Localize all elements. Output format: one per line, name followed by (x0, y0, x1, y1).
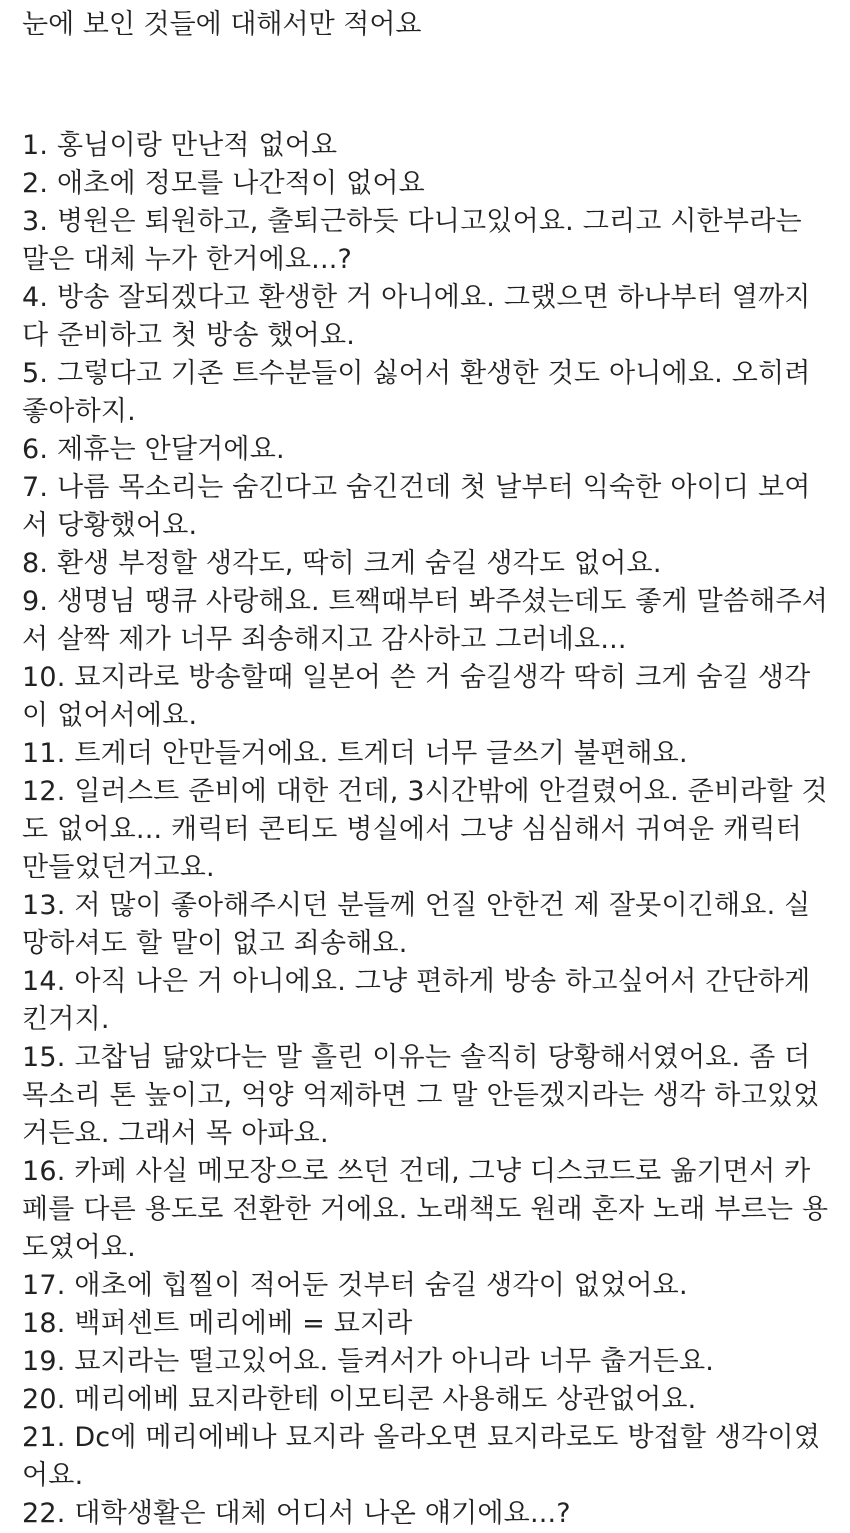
list-item: 22. 대학생활은 대체 어디서 나온 얘기에요...? (22, 1498, 571, 1529)
statement-list (22, 127, 832, 1533)
list-item: 6. 제휴는 안달거에요. (22, 434, 285, 465)
list-item: 9. 생명님 땡큐 사랑해요. 트짹때부터 봐주셨는데도 좋게 말씀해주셔서 살짝 제가 너무 죄송해지고 감사하고 그러네요... (22, 586, 829, 655)
list-item: 17. 애초에 힙찔이 적어둔 것부터 숨길 생각이 없었어요. (22, 1270, 688, 1301)
list-item: 1. 홍님이랑 만난적 없어요 (22, 130, 338, 161)
list-item: 15. 고찹님 닮았다는 말 흘린 이유는 솔직히 당황해서였어요. 좀 더 목소리 톤 높이고, 억양 억제하면 그 말 안듣겠지라는 생각 하고있었거든요. 그래서 목 아파요. (22, 1042, 820, 1149)
intro-text: 눈에 보인 것들에 대해서만 적어요 (22, 9, 422, 40)
list-item: 14. 아직 나은 거 아니에요. 그냥 편하게 방송 하고싶어서 간단하게 킨거지. (22, 966, 811, 1035)
list-item: 20. 메리에베 묘지라한테 이모티콘 사용해도 상관없어요. (22, 1384, 697, 1415)
list-item: 5. 그렇다고 기존 트수분들이 싫어서 환생한 것도 아니에요. 오히려 좋아하지. (22, 358, 811, 427)
list-item: 3. 병원은 퇴원하고, 출퇴근하듯 다니고있어요. 그리고 시한부라는 말은 대체 누가 한거에요...? (22, 206, 802, 275)
list-item: 10. 묘지라로 방송할때 일본어 쓴 거 숨길생각 딱히 크게 숨길 생각이 없어서에요. (22, 662, 811, 731)
list-item: 8. 환생 부정할 생각도, 딱히 크게 숨길 생각도 없어요. (22, 548, 662, 579)
list-item: 12. 일러스트 준비에 대한 건데, 3시간밖에 안걸렸어요. 준비라할 것도 없어요... 캐릭터 콘티도 병실에서 그냥 심심해서 귀여운 캐릭터 만들었던거고요. (22, 776, 828, 883)
list-item: 16. 카페 사실 메모장으로 쓰던 건데, 그냥 디스코드로 옮기면서 카페를 다른 용도로 전환한 거에요. 노래책도 원래 혼자 노래 부르는 용도였어요. (22, 1156, 829, 1263)
list-item: 21. Dc에 메리에베나 묘지라 올라오면 묘지라로도 방접할 생각이였어요. (22, 1422, 821, 1491)
list-item: 11. 트게더 안만들거에요. 트게더 너무 글쓰기 불편해요. (22, 738, 688, 769)
list-item: 19. 묘지라는 떨고있어요. 들켜서가 아니라 너무 춥거든요. (22, 1346, 715, 1377)
list-item: 13. 저 많이 좋아해주시던 분들께 언질 안한건 제 잘못이긴해요. 실망하셔도 할 말이 없고 죄송해요. (22, 890, 811, 959)
list-item: 4. 방송 잘되겠다고 환생한 거 아니에요. 그랬으면 하나부터 열까지 다 준비하고 첫 방송 했어요. (22, 282, 811, 351)
list-item: 18. 백퍼센트 메리에베 = 묘지라 (22, 1308, 413, 1339)
list-item: 2. 애초에 정모를 나간적이 없어요 (22, 168, 425, 199)
list-item: 7. 나름 목소리는 숨긴다고 숨긴건데 첫 날부터 익숙한 아이디 보여서 당황했어요. (22, 472, 811, 541)
